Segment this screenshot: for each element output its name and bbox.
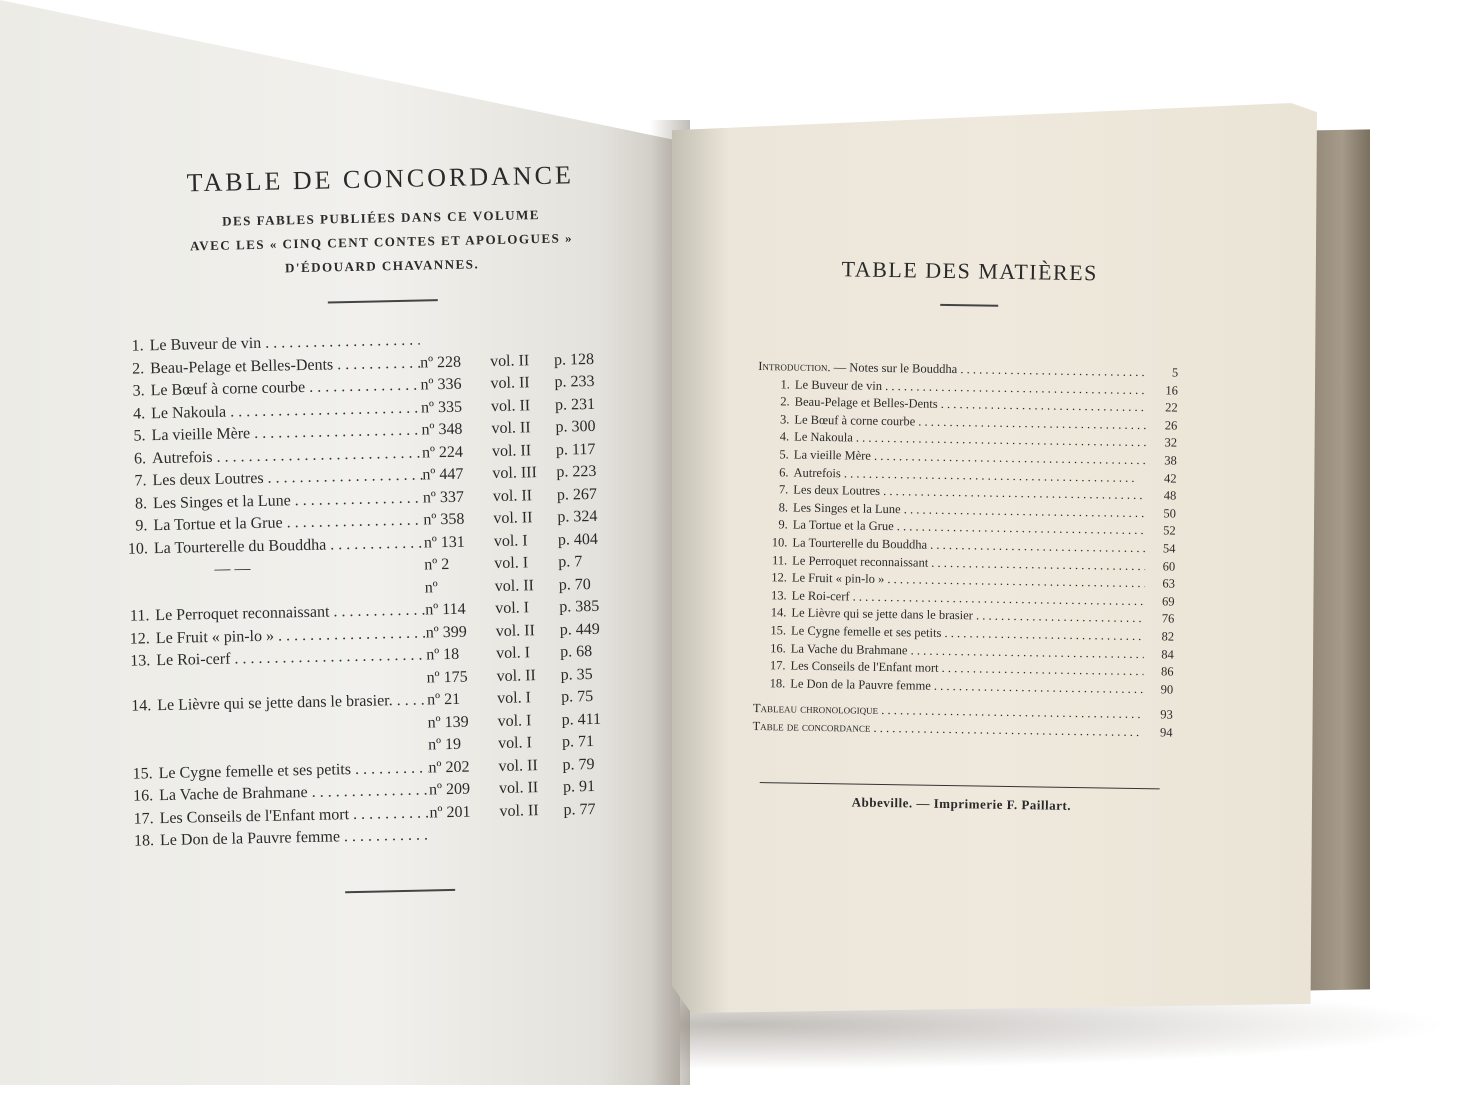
concordance-table bbox=[110, 160, 625, 898]
toc-appendices bbox=[752, 701, 1173, 743]
chavannes-volume: vol. I bbox=[495, 599, 530, 618]
entry-page: 69 bbox=[1162, 594, 1175, 609]
fable-title: La Vache de Brahmane . . . bbox=[159, 781, 429, 805]
entry-number: 3. bbox=[779, 412, 790, 427]
chavannes-page: p. 35 bbox=[560, 665, 593, 684]
row-number: 6. bbox=[133, 449, 147, 468]
chavannes-volume: vol. II bbox=[493, 509, 533, 528]
chavannes-volume: vol. I bbox=[497, 711, 532, 730]
row-number: 13. bbox=[130, 652, 151, 670]
contents-title: TABLE DES MATIÈRES bbox=[841, 256, 1099, 286]
entry-page: 84 bbox=[1161, 646, 1174, 662]
entry-number: 1. bbox=[780, 376, 791, 392]
row-number: 16. bbox=[132, 787, 154, 805]
entry-page: 48 bbox=[1163, 488, 1177, 503]
chavannes-volume: vol. II bbox=[489, 351, 530, 370]
chavannes-page: p. 233 bbox=[554, 372, 595, 391]
fable-title bbox=[158, 749, 428, 755]
chavannes-volume bbox=[500, 837, 564, 838]
entry-title: Les Conseils de l'Enfant mort . . . bbox=[790, 659, 1143, 680]
chavannes-volume: vol. II bbox=[494, 576, 535, 595]
entry-title: Le Cygne femelle et ses petits . . . bbox=[791, 623, 1144, 644]
chavannes-page bbox=[554, 340, 614, 341]
entry-number: 10. bbox=[771, 535, 788, 550]
printer-imprint: Abbeville. — Imprimerie F. Paillart. bbox=[851, 794, 1072, 814]
chavannes-number bbox=[430, 838, 500, 839]
entry-page: 38 bbox=[1164, 453, 1177, 468]
chavannes-number: nº 131 bbox=[423, 533, 466, 552]
chavannes-page: p. 77 bbox=[563, 800, 596, 819]
chavannes-number: nº 447 bbox=[422, 465, 464, 484]
row-number: 8. bbox=[134, 494, 148, 513]
chavannes-volume: vol. II bbox=[490, 396, 531, 415]
entry-page: 50 bbox=[1163, 506, 1177, 521]
fable-title: Le Lièvre qui se jette dans le brasier. . . . bbox=[157, 691, 427, 715]
entry-page: 54 bbox=[1162, 541, 1176, 556]
concordance-rows bbox=[114, 327, 625, 855]
chavannes-volume: vol. II bbox=[498, 779, 539, 797]
row-number: 12. bbox=[129, 629, 150, 648]
fable-title: Les Conseils de l'Enfant mort . . . bbox=[159, 804, 429, 828]
fable-title bbox=[155, 592, 425, 598]
entry-title: Le Nakoula . . . bbox=[794, 430, 1147, 451]
appendix-page: 93 bbox=[1160, 707, 1173, 722]
entry-title: Le Don de la Pauvre femme . . . bbox=[790, 676, 1143, 697]
chavannes-page: p. 411 bbox=[561, 710, 602, 729]
chavannes-volume: vol. I bbox=[493, 531, 528, 550]
chavannes-number: nº 175 bbox=[426, 668, 468, 686]
chavannes-volume: vol. I bbox=[497, 734, 533, 752]
entry-page: 16 bbox=[1165, 382, 1179, 398]
chavannes-volume: vol. II bbox=[495, 621, 536, 640]
appendix-page: 94 bbox=[1159, 725, 1173, 740]
fable-title: La vieille Mère . . . bbox=[151, 422, 421, 446]
entry-number: 8. bbox=[778, 500, 789, 515]
chavannes-page: p. 385 bbox=[559, 597, 600, 616]
row-number: 2. bbox=[131, 359, 145, 378]
chavannes-volume: vol. II bbox=[491, 441, 532, 460]
appendix-title: Table de concordance . . . bbox=[752, 719, 1142, 740]
entry-number: 6. bbox=[779, 464, 789, 480]
entry-page: 60 bbox=[1162, 558, 1176, 574]
entry-page: 82 bbox=[1161, 629, 1175, 644]
entry-number: 9. bbox=[778, 517, 788, 532]
concordance-subtitle: DES FABLES PUBLIÉES DANS CE VOLUME AVEC LES « CINQ CENT CONTES ET APOLOGUES » D'ÉDOUARD CHAVANNES. bbox=[189, 207, 574, 276]
entry-title: Les deux Loutres . . . bbox=[793, 483, 1146, 504]
row-number bbox=[119, 598, 155, 599]
chavannes-number: nº 358 bbox=[423, 510, 465, 529]
chavannes-page: p. 267 bbox=[556, 485, 598, 504]
chavannes-number: nº 202 bbox=[428, 758, 470, 776]
chavannes-volume: vol. II bbox=[492, 486, 533, 505]
chavannes-page: p. 128 bbox=[553, 350, 595, 369]
toc-entries bbox=[753, 377, 1178, 700]
intro-label: Introduction. bbox=[758, 358, 831, 375]
entry-number: 2. bbox=[780, 394, 790, 409]
row-number: 1. bbox=[131, 337, 144, 355]
entry-page: 86 bbox=[1160, 664, 1174, 679]
row-number: 15. bbox=[132, 764, 153, 783]
fable-title: Les Singes et la Lune . . . bbox=[153, 489, 423, 513]
chavannes-page: p. 223 bbox=[556, 462, 597, 481]
entry-title: Le Bœuf à corne courbe . . . bbox=[794, 412, 1147, 433]
row-number: 3. bbox=[132, 382, 145, 400]
chavannes-volume: vol. I bbox=[494, 554, 529, 573]
entry-number: 7. bbox=[778, 482, 789, 497]
chavannes-number: nº 224 bbox=[421, 443, 464, 462]
fable-title: Autrefois . . . bbox=[152, 444, 422, 468]
entry-title: Le Fruit « pin-lo » . . . bbox=[792, 571, 1145, 592]
row-number: 7. bbox=[134, 472, 147, 490]
chavannes-page: p. 91 bbox=[562, 777, 596, 796]
entry-number: 17. bbox=[769, 658, 786, 673]
fable-title: — — bbox=[214, 560, 251, 578]
row-number: 18. bbox=[133, 832, 155, 850]
chavannes-number: nº 337 bbox=[422, 488, 465, 507]
chavannes-page: p. 70 bbox=[558, 575, 591, 594]
imprint-rule bbox=[760, 783, 1160, 790]
fable-title: Le Buveur de vin . . . bbox=[150, 332, 420, 356]
chavannes-page bbox=[564, 835, 624, 836]
entry-number: 11. bbox=[771, 552, 788, 567]
chavannes-number: nº 336 bbox=[420, 375, 462, 394]
entry-number: 12. bbox=[771, 570, 788, 585]
chavannes-volume: vol. II bbox=[491, 419, 531, 438]
chavannes-volume: vol. I bbox=[496, 689, 532, 708]
entry-page: 63 bbox=[1162, 576, 1175, 591]
chavannes-number: nº 114 bbox=[425, 600, 466, 619]
fable-title bbox=[158, 727, 428, 733]
chavannes-number: nº 228 bbox=[419, 353, 462, 372]
chavannes-number: nº 139 bbox=[427, 713, 469, 731]
chavannes-page: p. 300 bbox=[555, 417, 596, 436]
chavannes-page: p. 68 bbox=[560, 643, 593, 661]
chavannes-number: nº bbox=[424, 578, 438, 596]
chavannes-number: nº 399 bbox=[425, 623, 467, 641]
fable-title: La Tortue et la Grue . . . bbox=[153, 512, 423, 536]
row-number: 11. bbox=[129, 607, 150, 625]
chavannes-page: p. 7 bbox=[558, 553, 583, 571]
fable-title: Le Perroquet reconnaissant . . . bbox=[155, 601, 425, 625]
chavannes-volume: vol. I bbox=[496, 644, 531, 663]
entry-number: 13. bbox=[770, 587, 787, 603]
entry-title: La Tourterelle du Bouddha . . . bbox=[792, 535, 1145, 556]
row-number: 14. bbox=[131, 697, 152, 715]
entry-title: La vieille Mère . . . bbox=[794, 448, 1147, 469]
row-number bbox=[119, 575, 155, 576]
chavannes-volume bbox=[490, 342, 554, 343]
row-number: 17. bbox=[133, 809, 154, 828]
concordance-title: TABLE DE CONCORDANCE bbox=[186, 160, 575, 198]
contents-rule bbox=[940, 304, 998, 307]
entry-number: 4. bbox=[779, 429, 790, 444]
chavannes-page: p. 324 bbox=[557, 507, 598, 526]
chavannes-volume: vol. II bbox=[498, 756, 538, 775]
fable-title: Le Cygne femelle et ses petits . . . bbox=[158, 759, 428, 783]
entry-page: 22 bbox=[1165, 400, 1178, 415]
row-number: 10. bbox=[127, 539, 149, 558]
chavannes-page: p. 231 bbox=[554, 395, 596, 414]
fable-title: La Tourterelle du Bouddha . . . bbox=[154, 534, 424, 558]
row-number: 9. bbox=[135, 517, 148, 535]
entry-title: Le Roi-cerf . . . bbox=[792, 588, 1145, 609]
title-rule bbox=[328, 299, 438, 303]
row-number bbox=[121, 688, 157, 689]
entry-page: 76 bbox=[1161, 611, 1175, 626]
entry-title: Beau-Pelage et Belles-Dents . . . bbox=[795, 395, 1148, 416]
entry-number: 15. bbox=[770, 623, 787, 638]
row-number: 5. bbox=[133, 427, 146, 445]
table-of-contents bbox=[751, 255, 1180, 816]
entry-page: 52 bbox=[1163, 523, 1176, 538]
row-number bbox=[122, 733, 158, 734]
entry-title: La Vache du Brahmane . . . bbox=[791, 641, 1144, 662]
chavannes-page: p. 449 bbox=[559, 620, 600, 639]
chavannes-volume: vol. II bbox=[490, 374, 530, 393]
chavannes-number: nº 348 bbox=[421, 420, 463, 439]
chavannes-number: nº 19 bbox=[427, 735, 462, 754]
entry-page: 90 bbox=[1160, 682, 1174, 697]
fable-title: Le Roi-cerf . . . bbox=[156, 646, 426, 670]
entry-page: 26 bbox=[1164, 418, 1178, 433]
entry-title: Les Singes et la Lune . . . bbox=[793, 500, 1146, 521]
fable-title: Beau-Pelage et Belles-Dents . . . bbox=[150, 354, 420, 378]
chavannes-number bbox=[420, 343, 490, 344]
row-number bbox=[122, 755, 158, 756]
fable-title: Le Nakoula . . . bbox=[151, 399, 421, 423]
chavannes-page: p. 404 bbox=[557, 530, 599, 549]
entry-title: La Tortue et la Grue . . . bbox=[793, 518, 1146, 539]
fable-title: Les deux Loutres . . . bbox=[152, 467, 422, 491]
row-number: 4. bbox=[132, 404, 146, 423]
fable-title bbox=[157, 682, 427, 688]
chavannes-number: nº 2 bbox=[424, 555, 450, 574]
entry-title: Le Perroquet reconnaissant . . . bbox=[792, 553, 1145, 574]
fable-title: Le Bœuf à corne courbe . . . bbox=[150, 377, 420, 401]
entry-number: 14. bbox=[770, 605, 787, 620]
entry-title: Le Lièvre qui se jette dans le brasier . . . bbox=[791, 606, 1144, 627]
chavannes-volume: vol. II bbox=[499, 801, 539, 820]
chavannes-page: p. 75 bbox=[560, 687, 594, 706]
chavannes-number: nº 21 bbox=[426, 690, 461, 709]
fable-title: Le Don de la Pauvre femme . . . bbox=[160, 826, 430, 850]
entry-title: Autrefois . . . bbox=[793, 465, 1146, 486]
chavannes-volume: vol. III bbox=[492, 464, 538, 483]
chavannes-number: nº 335 bbox=[420, 398, 463, 417]
entry-number: 5. bbox=[779, 447, 789, 462]
entry-title: Le Buveur de vin . . . bbox=[795, 377, 1148, 398]
entry-number: 16. bbox=[770, 640, 786, 655]
chavannes-number: nº 209 bbox=[428, 780, 471, 799]
chavannes-page: p. 79 bbox=[562, 755, 595, 774]
appendix-title: Tableau chronologique . . . bbox=[753, 701, 1143, 722]
chavannes-page: p. 71 bbox=[561, 732, 595, 751]
chavannes-number: nº 201 bbox=[429, 803, 471, 821]
fable-title: Le Fruit « pin-lo » . . . bbox=[156, 624, 426, 648]
intro-page: 5 bbox=[1171, 365, 1179, 380]
chavannes-page: p. 117 bbox=[555, 440, 596, 459]
entry-number: 18. bbox=[769, 675, 786, 691]
intro-text: — Notes sur le Bouddha bbox=[833, 360, 958, 377]
entry-page: 32 bbox=[1164, 435, 1178, 450]
entry-page: 42 bbox=[1163, 470, 1177, 486]
chavannes-number: nº 18 bbox=[426, 645, 460, 664]
chavannes-volume: vol. II bbox=[496, 666, 536, 685]
